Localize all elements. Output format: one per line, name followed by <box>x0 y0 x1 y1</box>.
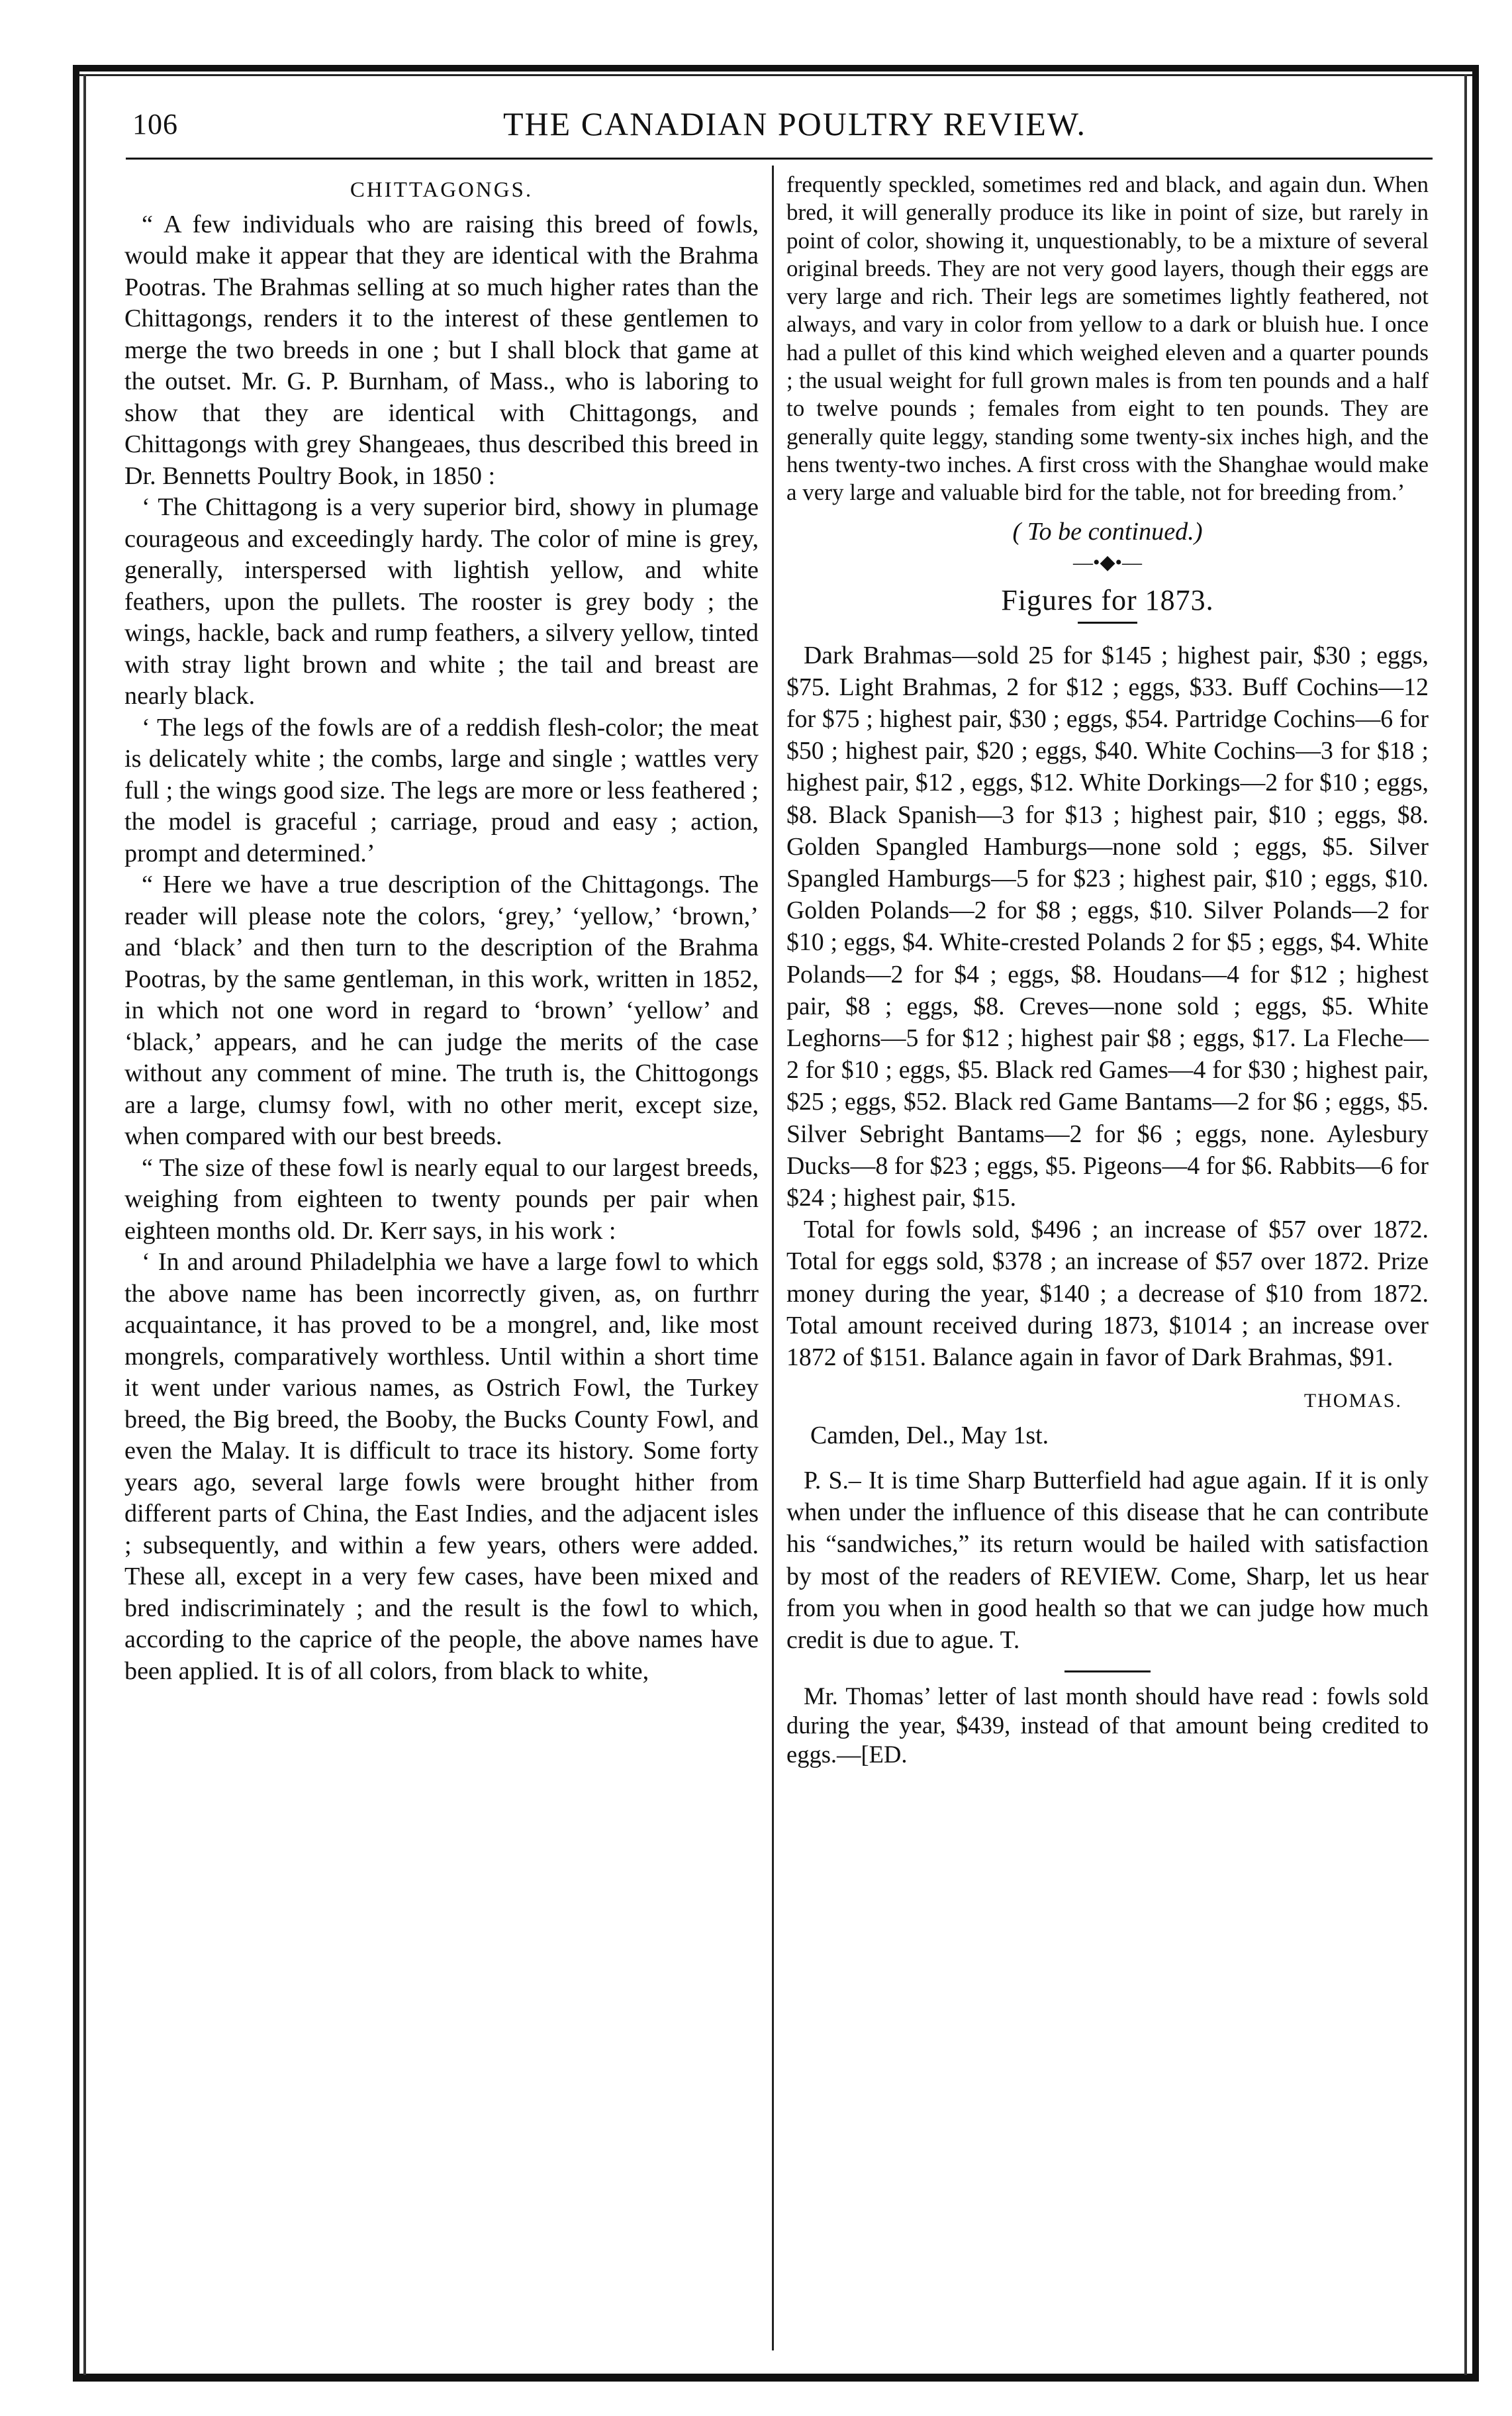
column-rule <box>772 166 774 2350</box>
postscript: P. S.– It is time Sharp Butterfield had ague again. If it is only when under the influence of this disease that he can contribute his “sandwiches,” its return would be hailed with satisfaction by most of the readers of REVIEW. Come, Sharp, let us hear from you when in good health so that we can judge how much credit is due to ague. T. <box>786 1466 1429 1654</box>
note-rule <box>1064 1670 1151 1672</box>
editor-note: Mr. Thomas’ letter of last month should have read : fowls sold during the year, $439, instead of that amount being credited to eggs.—[ED. <box>786 1682 1429 1768</box>
article-paragraph: “ Here we have a true description of the Chittagongs. The reader will please note the colors, ‘grey,’ ‘yellow,’ ‘brown,’ and ‘black’ and then turn to the description of the Brahma Pootras, by the same gentleman, in this work, written in 1852, in which not one word in regard to ‘brown’ ‘yellow’ and ‘black,’ appears, and he can judge the merits of the case without any comment of mine. The truth is, the Chittogongs are a large, clumsy fowl, with no other merit, except size, when compared with our best breeds. <box>124 871 759 1150</box>
signature: THOMAS. <box>1303 1390 1402 1412</box>
section-title: Figures for 1873. <box>1001 584 1214 617</box>
article-continuation: frequently speckled, sometimes red and black, and again dun. When bred, it will generally produce its like in point of size, but rarely in point of color, showing it, unquestionably, to be a mixture of several original breeds. They are not very good layers, though their eggs are very large and rich. Their legs are sometimes lightly feathered, not always, and vary in color from yellow to a dark or bluish hue. I once had a pullet of this kind which weighed eleven and a quarter pounds ; the usual weight for full grown males is from ten pounds and a half to twelve pounds ; females from eight to ten pounds. They are generally quite leggy, standing some twenty-six inches high, and the hens twenty-two inches. A first cross with the Shanghae would make a very large and valuable bird for the table, not for breeding from.’ <box>786 171 1429 506</box>
dateline: Camden, Del., May 1st. <box>810 1421 1049 1449</box>
page-border-top <box>73 65 1479 72</box>
running-head: THE CANADIAN POULTRY REVIEW. <box>503 105 1086 142</box>
article-paragraph: “ A few individuals who are raising this breed of fowls, would make it appear that they are identical with the Brahma Pootras. The Brahmas selling at so much higher rates than the Chittagongs, renders it to the interest of these gentlemen to merge the two breeds in one ; but I shall block that game at the outset. Mr. G. P. Burnham, of Mass., who is laboring to show that they are identical with Chittagongs, and Chittagongs with grey Shangeaes, thus described this breed in Dr. Bennetts Poultry Book, in 1850 : <box>124 210 759 490</box>
header-rule <box>126 158 1433 160</box>
page-border-top-inner <box>73 74 1479 76</box>
article-paragraph: “ The size of these fowl is nearly equal to our largest breeds, weighing from eighteen to twenty pounds per pair when eighteen months old. Dr. Kerr says, in his work : <box>124 1153 759 1245</box>
section-ornament: —•◆•— <box>1072 552 1143 574</box>
page-border-right-inner <box>1464 74 1467 2375</box>
page-border-left <box>73 65 79 2382</box>
right-column <box>786 171 1429 1769</box>
article-paragraph: ‘ In and around Philadelphia we have a large fowl to which the above name has been incorrectly given, as, on furthrr acquaintance, it has proved to be a mongrel, and, like most mongrels, comparatively worthless. Until within a short time it went under various names, as Ostrich Fowl, the Turkey breed, the Big breed, the Booby, the Bucks County Fowl, and even the Malay. It is difficult to trace its history. Some forty years ago, several large fowls were brought hither from different parts of China, the East Indies, and the adjacent isles ; subsequently, and within a few years, others were added. These all, except in a very few cases, have been mixed and bred indiscriminately ; and the result is the fowl to which, according to the caprice of the people, the above names have been applied. It is of all colors, from black to white, <box>124 1248 759 1685</box>
page-number: 106 <box>132 108 178 140</box>
page-border-left-inner <box>83 74 86 2375</box>
title-rule <box>1078 622 1137 624</box>
article-heading: CHITTAGONGS. <box>350 178 534 202</box>
left-column <box>124 171 759 1687</box>
figures-paragraph: Dark Brahmas—sold 25 for $145 ; highest pair, $30 ; eggs, $75. Light Brahmas, 2 for $12 ; eggs, $33. Buff Cochins—12 for $75 ; highest pair, $30 ; eggs, $54. Partridge Cochins—6 for $50 ; highest pair, $20 ; eggs, $40. White Cochins—3 for $18 ; highest pair, $12 , eggs, $12. White Dorkings—2 for $10 ; eggs, $8. Black Spanish—3 for $13 ; highest pair, $10 ; eggs, $8. Golden Spangled Hamburgs—none sold ; eggs, $5. Silver Spangled Hamburgs—5 for $23 ; highest pair, $10 ; eggs, $10. Golden Polands—2 for $8 ; eggs, $10. Silver Polands—2 for $10 ; eggs, $4. White-crested Polands 2 for $5 ; eggs, $4. White Polands—2 for $4 ; eggs, $8. Houdans—4 for $12 ; highest pair, $8 ; eggs, $8. Creves—none sold ; eggs, $5. White Leghorns—5 for $12 ; highest pair $8 ; eggs, $17. La Fleche—2 for $10 ; eggs, $5. Black red Games—4 for $30 ; highest pair, $25 ; eggs, $52. Black red Game Bantams—2 for $6 ; eggs, $5. Silver Sebright Bantams—2 for $6 ; eggs, none. Aylesbury Ducks—8 for $23 ; eggs, $5. Pigeons—4 for $6. Rabbits—6 for $24 ; highest pair, $15. <box>786 641 1429 1212</box>
page-border-bottom <box>73 2374 1479 2382</box>
continued-label: ( To be continued.) <box>1012 517 1203 546</box>
article-paragraph: ‘ The Chittagong is a very superior bird, showy in plumage courageous and exceedingly hardy. The color of mine is grey, generally, interspersed with lightish yellow, and white feathers, upon the pullets. The rooster is grey body ; the wings, hackle, back and rump feathers, a silvery yellow, tinted with stray light brown and white ; the tail and breast are nearly black. <box>124 493 759 710</box>
article-paragraph: ‘ The legs of the fowls are of a reddish flesh-color; the meat is delicately white ; the combs, large and single ; wattles very full ; the wings good size. The legs are more or less feathered ; the model is graceful ; carriage, proud and easy ; action, prompt and determined.’ <box>124 713 759 867</box>
page-border-right <box>1472 65 1479 2382</box>
totals-paragraph: Total for fowls sold, $496 ; an increase of $57 over 1872. Total for eggs sold, $378 ; an increase of $57 over 1872. Prize money during the year, $140 ; a decrease of $10 from 1872. Total amount received during 1873, $1014 ; an increase over 1872 of $151. Balance again in favor of Dark Brahmas, $91. <box>786 1216 1429 1372</box>
